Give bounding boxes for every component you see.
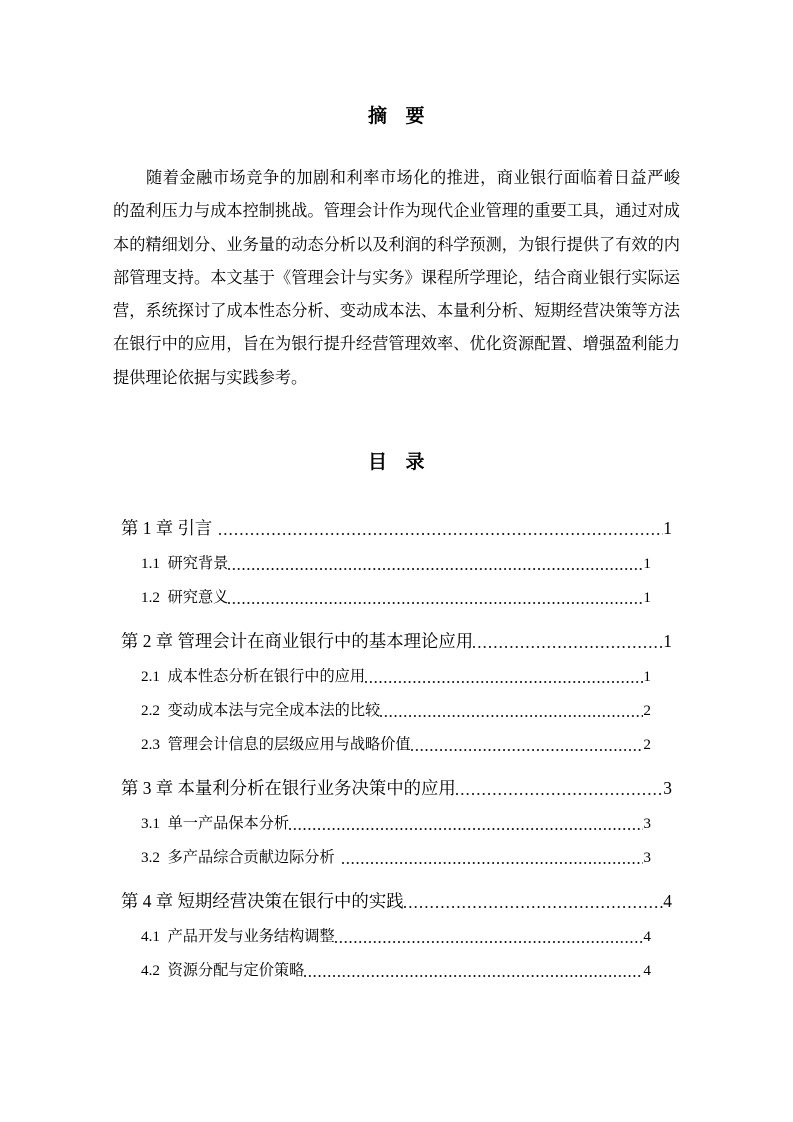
toc-heading	[113, 450, 680, 476]
toc-entry[interactable]	[113, 666, 680, 687]
toc-entry-page-number: 3	[643, 815, 651, 832]
toc-entry[interactable]	[113, 960, 680, 981]
toc-entry-page-number: 4	[643, 928, 651, 945]
toc-entry-number: 2.1	[141, 668, 160, 685]
toc-entry-label: 第 1 章 引言	[121, 518, 213, 538]
toc-dot-leader	[404, 896, 664, 913]
toc-entry-label: 管理会计信息的层级应用与战略价值	[167, 736, 411, 753]
toc-entry-number: 3.1	[141, 815, 160, 832]
toc-entry[interactable]	[113, 890, 680, 913]
toc-entry-label: 资源分配与定价策略	[167, 962, 305, 979]
toc-heading-char-1: 目	[367, 452, 388, 473]
toc-entry-label: 成本性态分析在银行中的应用	[167, 668, 366, 685]
toc-entry-label: 多产品综合贡献边际分析	[167, 849, 335, 866]
toc-entry-page-number: 2	[643, 736, 651, 753]
toc-dot-leader	[411, 740, 644, 755]
toc-entry-page-number: 2	[643, 702, 651, 719]
toc-dot-leader	[380, 706, 643, 721]
toc-entry-page-number: 1	[643, 589, 651, 606]
toc-entry[interactable]	[113, 630, 680, 653]
toc-entry-number: 4.1	[141, 928, 160, 945]
toc-dot-leader	[335, 932, 644, 947]
toc-dot-leader	[289, 819, 643, 834]
toc-entry-label: 第 4 章 短期经营决策在银行中的实践	[121, 891, 404, 911]
toc-dot-leader	[228, 593, 643, 608]
toc-entry-label: 研究背景	[167, 555, 229, 572]
abstract-body-text: 随着金融市场竞争的加剧和利率市场化的推进，商业银行面临着日益严峻的盈利压力与成本控制挑战。管理会计作为现代企业管理的重要工具，通过对成本的精细划分、业务量的动态分析以及利润的科学预测，为银行提供了有效的内部管理支持。本文基于《管理会计与实务》课程所学理论，结合商业银行实际运营，系统探讨了成本性态分析、变动成本法、本量利分析、短期经营决策等方法在银行中的应用，旨在为银行提升经营管理效率、优化资源配置、增强盈利能力提供理论依据与实践参考。	[113, 169, 680, 387]
toc-entry[interactable]	[113, 700, 680, 721]
table-of-contents-section	[113, 450, 680, 981]
abstract-section	[113, 104, 680, 395]
toc-entry-number: 2.2	[141, 702, 160, 719]
toc-entry-page-number: 1	[663, 631, 672, 651]
toc-entry-number: 3.2	[141, 849, 160, 866]
toc-entry[interactable]	[113, 777, 680, 800]
toc-entry-number: 2.3	[141, 736, 160, 753]
toc-dot-leader	[228, 559, 643, 574]
toc-entry[interactable]	[113, 847, 680, 868]
toc-entry-number: 4.2	[141, 962, 160, 979]
toc-entry-label: 产品开发与业务结构调整	[167, 928, 335, 945]
toc-entry[interactable]	[113, 734, 680, 755]
toc-entry-page-number: 3	[643, 849, 651, 866]
toc-heading-char-2: 录	[405, 452, 426, 473]
toc-entry-label: 第 3 章 本量利分析在银行业务决策中的应用	[121, 778, 456, 798]
toc-entry-page-number: 4	[643, 962, 651, 979]
toc-entry-page-number: 4	[663, 891, 672, 911]
toc-entry[interactable]	[113, 517, 680, 540]
toc-dot-leader	[473, 636, 663, 653]
toc-entry-label: 单一产品保本分析	[167, 815, 290, 832]
toc-entry-label: 变动成本法与完全成本法的比较	[167, 702, 381, 719]
toc-entry-label: 第 2 章 管理会计在商业银行中的基本理论应用	[121, 631, 474, 651]
toc-entry-page-number: 1	[663, 518, 672, 538]
toc-dot-leader	[212, 523, 663, 540]
toc-entry[interactable]	[113, 553, 680, 574]
abstract-heading-char-2: 要	[405, 106, 426, 127]
toc-entry-number: 1.1	[141, 555, 160, 572]
abstract-heading	[113, 104, 680, 130]
toc-entry-page-number: 3	[663, 778, 672, 798]
toc-entry-page-number: 1	[643, 555, 651, 572]
toc-entry[interactable]	[113, 813, 680, 834]
toc-entry[interactable]	[113, 926, 680, 947]
toc-entry-list	[113, 517, 680, 981]
toc-dot-leader	[304, 966, 643, 981]
abstract-heading-char-1: 摘	[367, 106, 388, 127]
toc-entry[interactable]	[113, 587, 680, 608]
toc-dot-leader	[365, 672, 643, 687]
toc-dot-leader	[456, 783, 664, 800]
toc-entry-label: 研究意义	[167, 589, 229, 606]
toc-entry-page-number: 1	[643, 668, 651, 685]
toc-entry-number: 1.2	[141, 589, 160, 606]
toc-dot-leader	[335, 853, 644, 868]
